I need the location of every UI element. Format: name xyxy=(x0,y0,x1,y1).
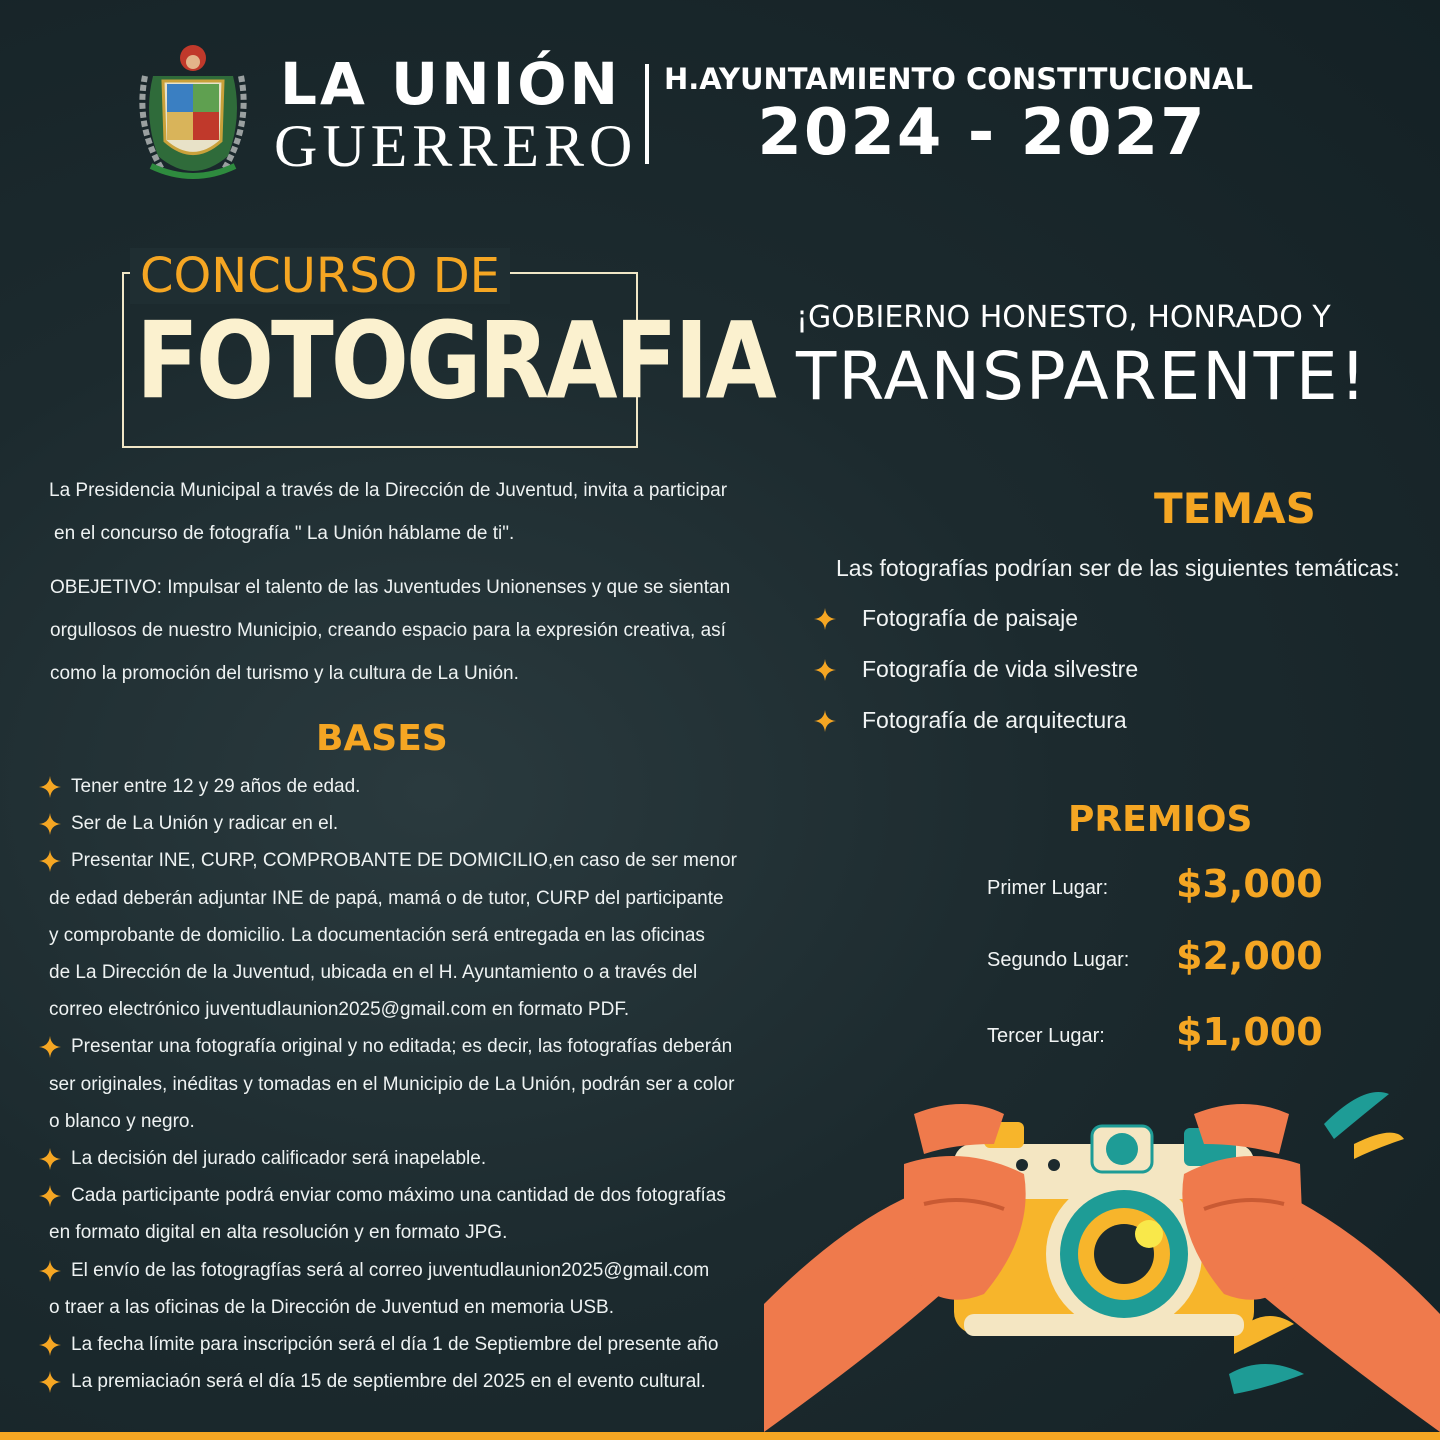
bases-item-line: Ser de La Unión y radicar en el. xyxy=(71,813,339,835)
prize-label: Tercer Lugar: xyxy=(987,1025,1105,1047)
hands-camera-illustration xyxy=(764,1084,1440,1432)
objective-line: OBEJETIVO: Impulsar el talento de las Juventudes Unionenses y que se sientan xyxy=(50,577,731,598)
four-point-star-icon xyxy=(38,775,62,799)
four-point-star-icon xyxy=(38,1184,62,1208)
government-years: 2024 - 2027 xyxy=(757,96,1207,170)
four-point-star-icon xyxy=(813,658,837,682)
temas-intro: Las fotografías podrían ser de las siguientes temáticas: xyxy=(836,555,1400,581)
four-point-star-icon xyxy=(38,849,62,873)
objective-line: como la promoción del turismo y la cultura de La Unión. xyxy=(50,663,519,684)
four-point-star-icon xyxy=(813,607,837,631)
four-point-star-icon xyxy=(813,709,837,733)
municipal-crest-icon xyxy=(133,36,253,186)
four-point-star-icon xyxy=(38,1370,62,1394)
prize-amount: $1,000 xyxy=(1176,1010,1323,1054)
four-point-star-icon xyxy=(38,1147,62,1171)
bases-heading: BASES xyxy=(316,718,448,759)
intro-paragraph-line: en el concurso de fotografía " La Unión háblame de ti". xyxy=(54,523,515,544)
bases-item-line: de edad deberán adjuntar INE de papá, mamá o de tutor, CURP del participante xyxy=(49,887,724,909)
slogan-line-1: ¡GOBIERNO HONESTO, HONRADO Y xyxy=(796,300,1331,335)
prize-amount: $3,000 xyxy=(1176,862,1323,906)
bases-item-line: La decisión del jurado calificador será inapelable. xyxy=(71,1148,487,1169)
bases-item-line: o traer a las oficinas de la Dirección de Juventud en memoria USB. xyxy=(49,1296,614,1318)
bases-item-line: La fecha límite para inscripción será el día 1 de Septiembre del presente año xyxy=(71,1334,719,1355)
slogan-line-2: TRANSPARENTE! xyxy=(796,338,1369,415)
bases-item-line: y comprobante de domicilio. La documentación será entregada en las oficinas xyxy=(49,924,705,946)
premios-heading: PREMIOS xyxy=(1068,799,1253,840)
contest-title-line-2: FOTOGRAFIA xyxy=(136,299,774,424)
bases-item-line: El envío de las fotogragfías será al correo juventudlaunion2025@gmail.com xyxy=(71,1259,710,1281)
prize-label: Segundo Lugar: xyxy=(987,949,1130,971)
bases-item-line: o blanco y negro. xyxy=(49,1110,195,1132)
tema-item: Fotografía de vida silvestre xyxy=(862,656,1139,682)
contest-title-line-1: CONCURSO DE xyxy=(130,248,510,304)
four-point-star-icon xyxy=(38,1035,62,1059)
bases-item-line: Tener entre 12 y 29 años de edad. xyxy=(71,776,361,797)
prize-label: Primer Lugar: xyxy=(987,877,1109,899)
bases-item-line: Presentar una fotografía original y no editada; es decir, las fotografías deberán xyxy=(71,1036,733,1058)
government-title: H.AYUNTAMIENTO CONSTITUCIONAL xyxy=(664,62,1253,96)
bases-item-line: Presentar INE, CURP, COMPROBANTE DE DOMICILIO,en caso de ser menor xyxy=(71,850,737,872)
tema-item: Fotografía de arquitectura xyxy=(862,707,1127,733)
four-point-star-icon xyxy=(38,1259,62,1283)
bases-item-line: de La Dirección de la Juventud, ubicada en el H. Ayuntamiento o a través del xyxy=(49,962,698,983)
bases-item-line: ser originales, inéditas y tomadas en el Municipio de La Unión, podrán ser a color xyxy=(49,1073,735,1095)
bases-item-line: correo electrónico juventudlaunion2025@gmail.com en formato PDF. xyxy=(49,999,630,1021)
objective-line: orgullosos de nuestro Municipio, creando espacio para la expresión creativa, así xyxy=(50,620,726,641)
brand-line-1: LA UNIÓN xyxy=(280,50,622,118)
bases-item-line: La premiaciaón será el día 15 de septiembre del 2025 en el evento cultural. xyxy=(71,1371,706,1393)
four-point-star-icon xyxy=(38,1333,62,1357)
four-point-star-icon xyxy=(38,812,62,836)
bases-item-line: en formato digital en alta resolución y en formato JPG. xyxy=(49,1222,508,1244)
header-divider xyxy=(645,64,649,164)
tema-item: Fotografía de paisaje xyxy=(862,605,1079,631)
prize-amount: $2,000 xyxy=(1176,934,1323,978)
brand-line-2: GUERRERO xyxy=(274,113,638,179)
bottom-accent-bar xyxy=(0,1432,1440,1440)
intro-paragraph-line: La Presidencia Municipal a través de la Dirección de Juventud, invita a participar xyxy=(49,480,728,501)
temas-heading: TEMAS xyxy=(1154,484,1316,533)
bases-item-line: Cada participante podrá enviar como máximo una cantidad de dos fotografías xyxy=(71,1185,726,1207)
